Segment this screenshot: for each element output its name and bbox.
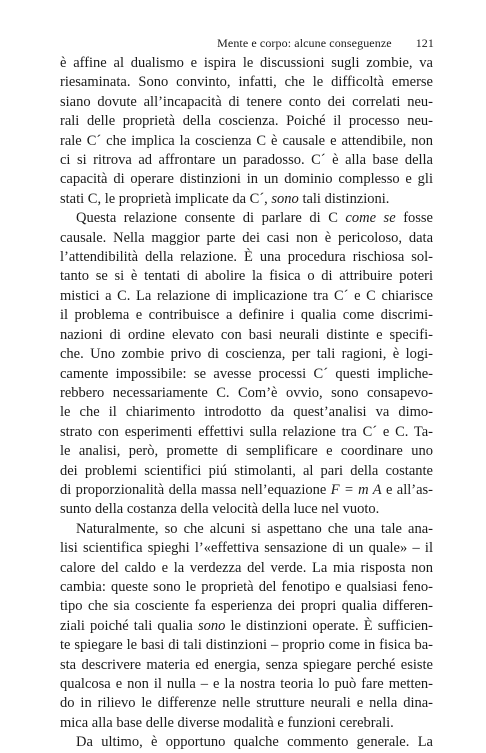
text-line: sta descrivere materia ed energia, senza spiegare perché esiste xyxy=(60,656,433,673)
text-line: che. Uno zombie privo di coscienza, per tali ragioni, è logi- xyxy=(60,346,433,363)
text-line: Naturalmente, so che alcuni si aspettano che una tale ana- xyxy=(76,520,433,537)
text-run: Questa relazione consente di parlare di C xyxy=(76,210,346,227)
text-line: do in rilievo le differenze nelle strutture neurali e nella dina- xyxy=(60,695,433,712)
text-line: le che il chiarimento introdotto da quest’analisi va dimo- xyxy=(60,404,433,421)
text-line: siano dovute all’incapacità di tenere conto dei correlati neu- xyxy=(60,93,433,110)
text-run: fosse xyxy=(395,210,433,227)
text-line: il problema e contribuisce a definire i qualia come discrimi- xyxy=(60,307,433,324)
paragraph xyxy=(60,54,433,209)
italic-run: come se xyxy=(345,210,396,227)
italic-run: sono xyxy=(271,190,299,207)
text-line: te spiegare le basi di tali distinzioni – proprio come in fisica ba- xyxy=(60,637,433,654)
text-line: causale. Nella maggior parte dei casi non è pericoloso, data xyxy=(60,229,433,246)
text-line: tanto se si è tentati di abolire la fisica o di attribuire poteri xyxy=(60,268,433,285)
text-line: ci si ritrova ad affrontare un paradosso. C´ è alla base della xyxy=(60,152,433,169)
body-text xyxy=(60,54,433,753)
text-run: le distinzioni operate. È sufficien- xyxy=(225,617,433,634)
text-line: mica alla base delle diverse modalità e funzioni cerebrali. xyxy=(60,714,394,731)
text-line: strato con esperimenti effettivi sulla relazione tra C´ e C. Ta- xyxy=(60,423,433,440)
text-line: sunto della costanza della velocità della luce nel vuoto. xyxy=(60,501,380,518)
text-line: rale C´ che implica la coscienza C è causale e attendibile, non xyxy=(60,132,433,149)
text-line: riesaminata. Sono convinto, infatti, che le difficoltà emerse xyxy=(60,74,433,91)
italic-run: F = m A xyxy=(330,481,382,498)
text-line: le analisi, però, promette di semplificare e coordinare uno xyxy=(60,443,433,460)
text-line: l’attendibilità della relazione. È una procedura rischiosa sol- xyxy=(60,249,433,266)
text-line: tipo che sia cosciente fa esperienza dei propri qualia differen- xyxy=(60,598,433,615)
text-line: dei problemi scientifici piú stimolanti, al pari della costante xyxy=(60,462,433,479)
text-line: calore del caldo e la verdezza del verde. La mia risposta non xyxy=(60,559,433,576)
italic-run: sono xyxy=(197,617,226,634)
text-line: qualcosa e non il nulla – e la nostra teoria lo può fare metten- xyxy=(60,676,433,692)
paragraph xyxy=(60,209,433,520)
text-line xyxy=(60,190,433,209)
running-title: Mente e corpo: alcune conseguenze xyxy=(217,36,392,50)
text-line xyxy=(60,481,433,500)
text-line: mistici a C. La relazione di implicazione tra C´ e C chiarisce xyxy=(60,287,433,304)
text-line: rali delle proprietà della coscienza. Poiché il processo neu- xyxy=(60,113,433,130)
text-run: ziali poiché tali qualia xyxy=(60,617,198,634)
text-line: lisi scientifica spieghi l’«effettiva sensazione di un quale» – il xyxy=(60,540,433,557)
text-run: stati C, le proprietà implicate da C´, xyxy=(60,190,272,207)
text-run: tali distinzioni. xyxy=(298,190,390,207)
text-line: è affine al dualismo e ispira le discussioni sugli zombie, va xyxy=(60,55,433,71)
text-line: rebbero necessariamente C. Com’è ovvio, sono consapevo- xyxy=(60,384,433,401)
text-line: cambia: queste sono le proprietà del fenotipo e qualsiasi feno- xyxy=(60,578,433,595)
text-line xyxy=(60,617,433,636)
page-number: 121 xyxy=(415,36,434,50)
text-run: di proporzionalità della massa nell’equazione xyxy=(60,481,331,498)
paragraph xyxy=(60,520,433,733)
text-line: Da ultimo, è opportuno qualche commento generale. La xyxy=(76,734,433,751)
text-line: capacità di operare distinzioni in un dominio complesso e gli xyxy=(60,171,433,188)
text-line: camente impossibile: se avesse processi C´ questi impliche- xyxy=(60,365,433,382)
text-line xyxy=(60,209,433,228)
text-line: nazioni di ordine elevato con basi neurali distinte e specifi- xyxy=(60,326,433,343)
running-header xyxy=(60,36,434,51)
text-run: e all’as- xyxy=(381,481,433,498)
